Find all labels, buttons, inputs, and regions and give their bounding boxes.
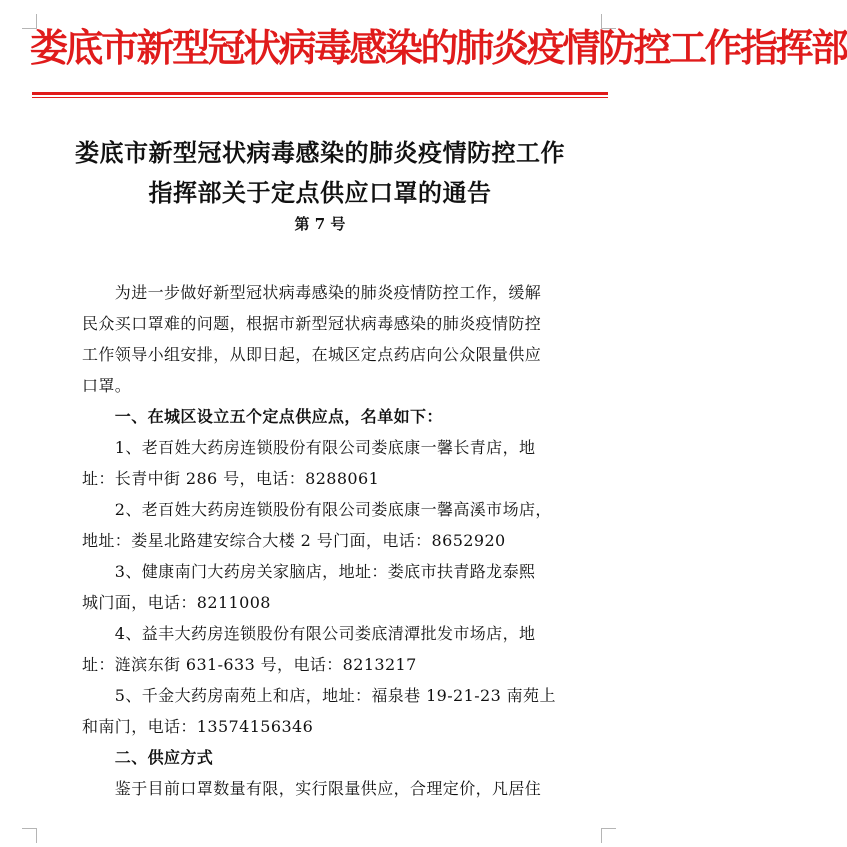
body-line: 5、千金大药房南苑上和店，地址：福泉巷 19-21-23 南苑上 xyxy=(82,686,556,705)
body-line: 址：长青中街 286 号，电话：8288061 xyxy=(82,469,380,488)
body-line: 口罩。 xyxy=(82,376,132,395)
red-header-title: 娄底市新型冠状病毒感染的肺炎疫情防控工作指挥部 xyxy=(30,26,847,70)
notice-title xyxy=(30,133,610,213)
body-line: 1、老百姓大药房连锁股份有限公司娄底康一馨长青店，地 xyxy=(82,438,536,457)
red-header-rule xyxy=(32,92,608,95)
body-line: 4、益丰大药房连锁股份有限公司娄底清潭批发市场店，地 xyxy=(82,624,536,643)
body-line: 民众买口罩难的问题，根据市新型冠状病毒感染的肺炎疫情防控 xyxy=(82,314,542,333)
red-header-rule-thin xyxy=(32,97,608,98)
body-line: 鉴于目前口罩数量有限，实行限量供应，合理定价，凡居住 xyxy=(82,779,542,798)
body-line: 地址：娄星北路建安综合大楼 2 号门面，电话：8652920 xyxy=(82,531,506,550)
document-number: 第 7 号 xyxy=(294,215,346,233)
body-line: 工作领导小组安排，从即日起，在城区定点药店向公众限量供应 xyxy=(82,345,542,364)
body-line: 为进一步做好新型冠状病毒感染的肺炎疫情防控工作，缓解 xyxy=(82,283,542,302)
section-heading-1: 一、在城区设立五个定点供应点，名单如下： xyxy=(82,407,443,426)
page-corner-mark xyxy=(601,828,616,843)
section-heading-2: 二、供应方式 xyxy=(82,748,214,767)
body-line: 和南门，电话：13574156346 xyxy=(82,717,314,736)
body-line: 3、健康南门大药房关家脑店，地址：娄底市扶青路龙泰熙 xyxy=(82,562,536,581)
notice-title-line-1: 娄底市新型冠状病毒感染的肺炎疫情防控工作 xyxy=(75,139,565,167)
body-line: 址：涟滨东街 631-633 号，电话：8213217 xyxy=(82,655,417,674)
document-body xyxy=(82,277,578,804)
body-line: 2、老百姓大药房连锁股份有限公司娄底康一馨高溪市场店， xyxy=(82,500,552,519)
body-line: 城门面，电话：8211008 xyxy=(82,593,271,612)
page-corner-mark xyxy=(22,828,37,843)
notice-title-line-2: 指挥部关于定点供应口罩的通告 xyxy=(148,179,492,207)
